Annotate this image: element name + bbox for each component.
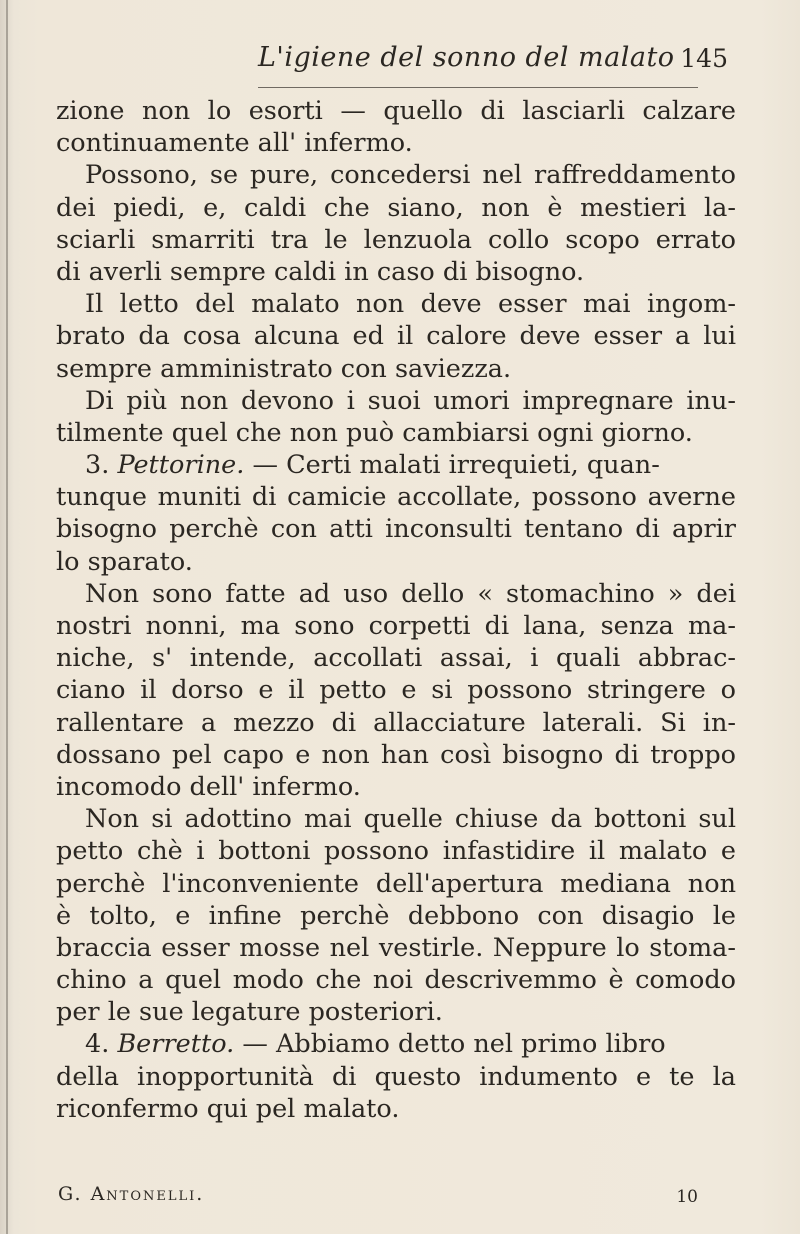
text-line: ciano il dorso e il petto e si possono stringere o (56, 675, 736, 706)
text-line: lo sparato. (56, 546, 193, 577)
text-line-section-3 (56, 449, 736, 481)
running-title: L'igiene del sonno del malato (258, 42, 675, 73)
text-line: nostri nonni, ma sono corpetti di lana, senza ma- (56, 611, 736, 641)
text-line: Possono, se pure, concedersi nel raffreddamento (85, 160, 736, 191)
text-line: Il letto del malato non deve esser mai ingom- (85, 289, 736, 320)
text-line: brato da cosa alcuna ed il calore deve esser a lui (56, 321, 736, 352)
section-lead: — Abbiamo detto nel primo libro (234, 1029, 666, 1060)
section-number: 4. (85, 1029, 118, 1060)
text-line: è tolto, e infine perchè debbono con disagio le (56, 900, 736, 931)
text-line: sempre amministrato con saviezza. (56, 353, 512, 384)
section-heading: Berretto. (117, 1029, 235, 1060)
section-lead: — Certi malati irrequieti, quan- (244, 450, 660, 481)
body-text (56, 95, 736, 1125)
text-line: niche, s' intende, accollati assai, i quali abbrac- (56, 643, 736, 674)
page-header (258, 42, 728, 82)
page-footer (58, 1183, 698, 1213)
text-line: Non sono fatte ad uso dello « stomachino » dei (85, 578, 736, 609)
text-line: di averli sempre caldi in caso di bisogno. (56, 256, 585, 287)
binding-edge (6, 0, 8, 1234)
text-line: bisogno perchè con atti inconsulti tentano di aprir (56, 514, 736, 545)
text-line: della inopportunità di questo indumento e te la (56, 1061, 736, 1092)
signature-mark: 10 (676, 1187, 698, 1207)
text-line: sciarli smarriti tra le lenzuola collo scopo errato (56, 224, 736, 255)
text-line: dei piedi, e, caldi che siano, non è mestieri la- (56, 192, 736, 223)
text-line: dossano pel capo e non han così bisogno di troppo (56, 739, 736, 770)
section-number: 3. (85, 450, 118, 481)
printer-signature: G. Antonelli. (58, 1183, 205, 1205)
page-number: 145 (680, 44, 728, 73)
header-rule (258, 87, 698, 88)
text-line: chino a quel modo che noi descrivemmo è comodo (56, 965, 736, 996)
text-line: braccia esser mosse nel vestirle. Neppure lo stoma- (56, 932, 736, 963)
text-line: incomodo dell' infermo. (56, 771, 361, 802)
text-line: tilmente quel che non può cambiarsi ogni giorno. (56, 417, 693, 448)
text-line: perchè l'inconveniente dell'apertura mediana non (56, 868, 736, 899)
text-line: riconfermo qui pel malato. (56, 1093, 400, 1124)
text-line: tunque muniti di camicie accollate, possono averne (56, 482, 736, 513)
text-line: per le sue legature posteriori. (56, 997, 443, 1028)
text-line: Non si adottino mai quelle chiuse da bottoni sul (85, 804, 736, 835)
text-line: Di più non devono i suoi umori impregnare inu- (85, 385, 736, 416)
text-line: zione non lo esorti — quello di lasciarli calzare (56, 96, 736, 126)
text-line-section-4 (56, 1028, 736, 1060)
section-heading: Pettorine. (117, 450, 245, 481)
text-line: rallentare a mezzo di allacciature laterali. Si in- (56, 707, 736, 738)
text-line: continuamente all' infermo. (56, 128, 413, 159)
text-line: petto chè i bottoni possono infastidire il malato e (56, 836, 736, 867)
